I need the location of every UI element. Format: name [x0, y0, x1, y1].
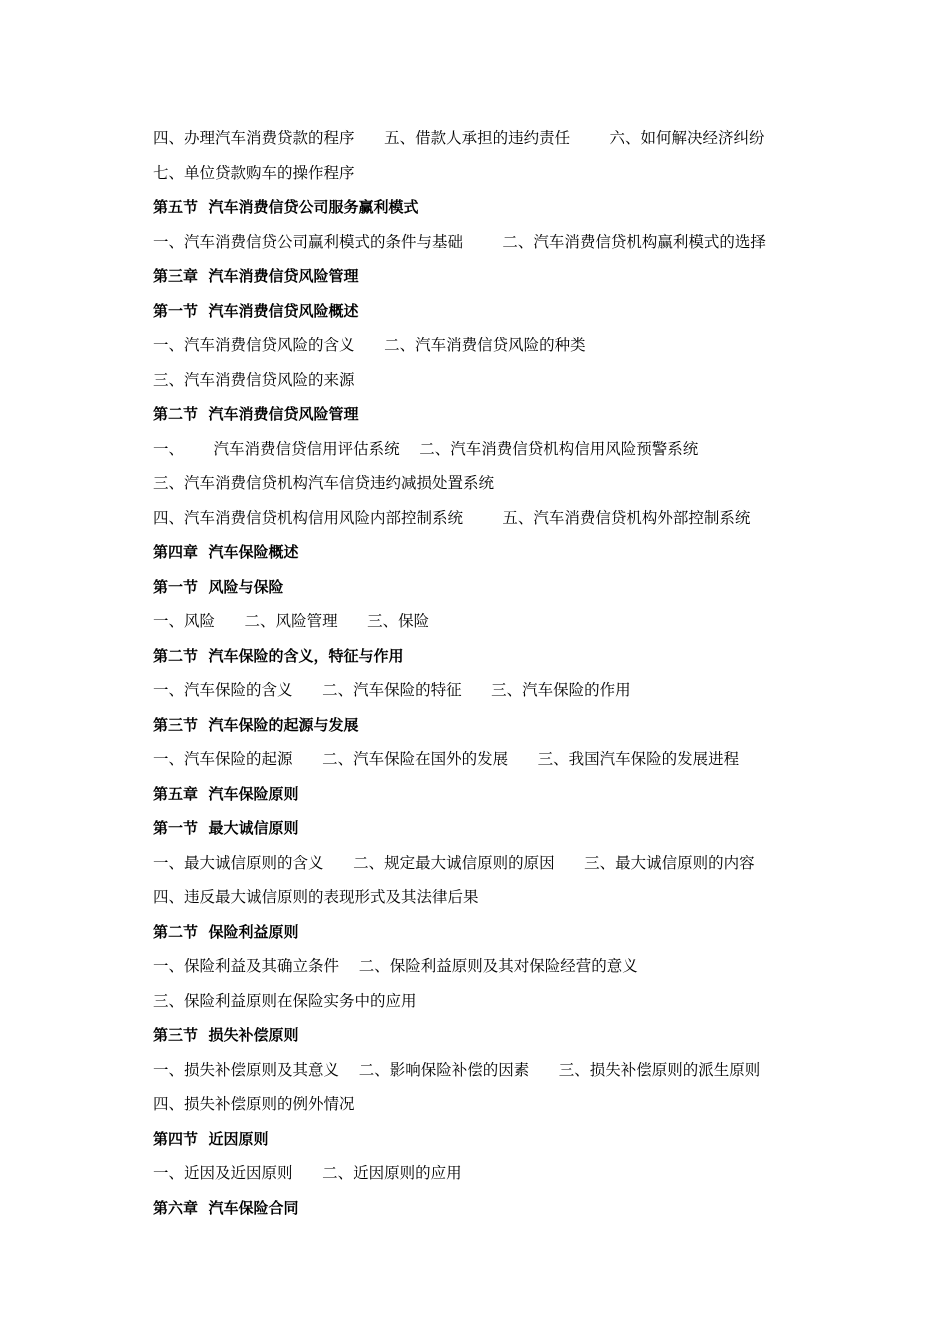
toc-line: 四、违反最大诚信原则的表现形式及其法律后果: [153, 888, 479, 906]
toc-line: 一、汽车保险的起源 二、汽车保险在国外的发展 三、我国汽车保险的发展进程: [153, 750, 740, 768]
toc-line: 一、 汽车消费信贷信用评估系统 二、汽车消费信贷机构信用风险预警系统: [153, 439, 699, 458]
section-heading: 第四节 近因原则: [153, 1129, 269, 1148]
section-heading: 第一节 最大诚信原则: [153, 819, 299, 837]
section-heading: 第三节 汽车保险的起源与发展: [153, 715, 359, 734]
section-heading: 第三节 损失补偿原则: [153, 1026, 299, 1044]
chapter-heading: 第四章 汽车保险概述: [153, 543, 299, 561]
toc-line: 一、最大诚信原则的含义 二、规定最大诚信原则的原因 三、最大诚信原则的内容: [153, 853, 755, 872]
chapter-heading: 第三章 汽车消费信贷风险管理: [153, 267, 359, 285]
section-heading: 第二节 汽车消费信贷风险管理: [153, 405, 359, 423]
chapter-heading: 第六章 汽车保险合同: [153, 1198, 299, 1217]
toc-line: 四、损失补偿原则的例外情况: [153, 1095, 355, 1113]
toc-line: 三、保险利益原则在保险实务中的应用: [153, 991, 417, 1010]
toc-line: 一、汽车消费信贷公司赢利模式的条件与基础 二、汽车消费信贷机构赢利模式的选择: [153, 232, 766, 251]
section-heading: 第五节 汽车消费信贷公司服务赢利模式: [153, 198, 419, 216]
toc-line: 三、汽车消费信贷机构汽车信贷违约减损处置系统: [153, 474, 495, 492]
section-heading: 第二节 保险利益原则: [153, 922, 299, 941]
toc-line: 四、办理汽车消费贷款的程序 五、借款人承担的违约责任 六、如何解决经济纠纷: [153, 129, 765, 147]
toc-line: 一、近因及近因原则 二、近因原则的应用: [153, 1164, 462, 1182]
section-heading: 第一节 风险与保险: [153, 577, 284, 596]
toc-line: 四、汽车消费信贷机构信用风险内部控制系统 五、汽车消费信贷机构外部控制系统: [153, 508, 751, 527]
section-heading: 第一节 汽车消费信贷风险概述: [153, 301, 359, 320]
chapter-heading: 第五章 汽车保险原则: [153, 784, 299, 803]
document-page: [153, 121, 853, 1225]
toc-line: 七、单位贷款购车的操作程序: [153, 163, 355, 182]
toc-line: 一、风险 二、风险管理 三、保险: [153, 612, 430, 630]
toc-line: 一、损失补偿原则及其意义 二、影响保险补偿的因素 三、损失补偿原则的派生原则: [153, 1060, 761, 1079]
toc-line: 三、汽车消费信贷风险的来源: [153, 370, 355, 389]
toc-line: 一、保险利益及其确立条件 二、保险利益原则及其对保险经营的意义: [153, 957, 638, 975]
section-heading: 第二节 汽车保险的含义，特征与作用: [153, 646, 404, 665]
toc-line: 一、汽车消费信贷风险的含义 二、汽车消费信贷风险的种类: [153, 336, 586, 354]
toc-line: 一、汽车保险的含义 二、汽车保险的特征 三、汽车保险的作用: [153, 681, 631, 699]
